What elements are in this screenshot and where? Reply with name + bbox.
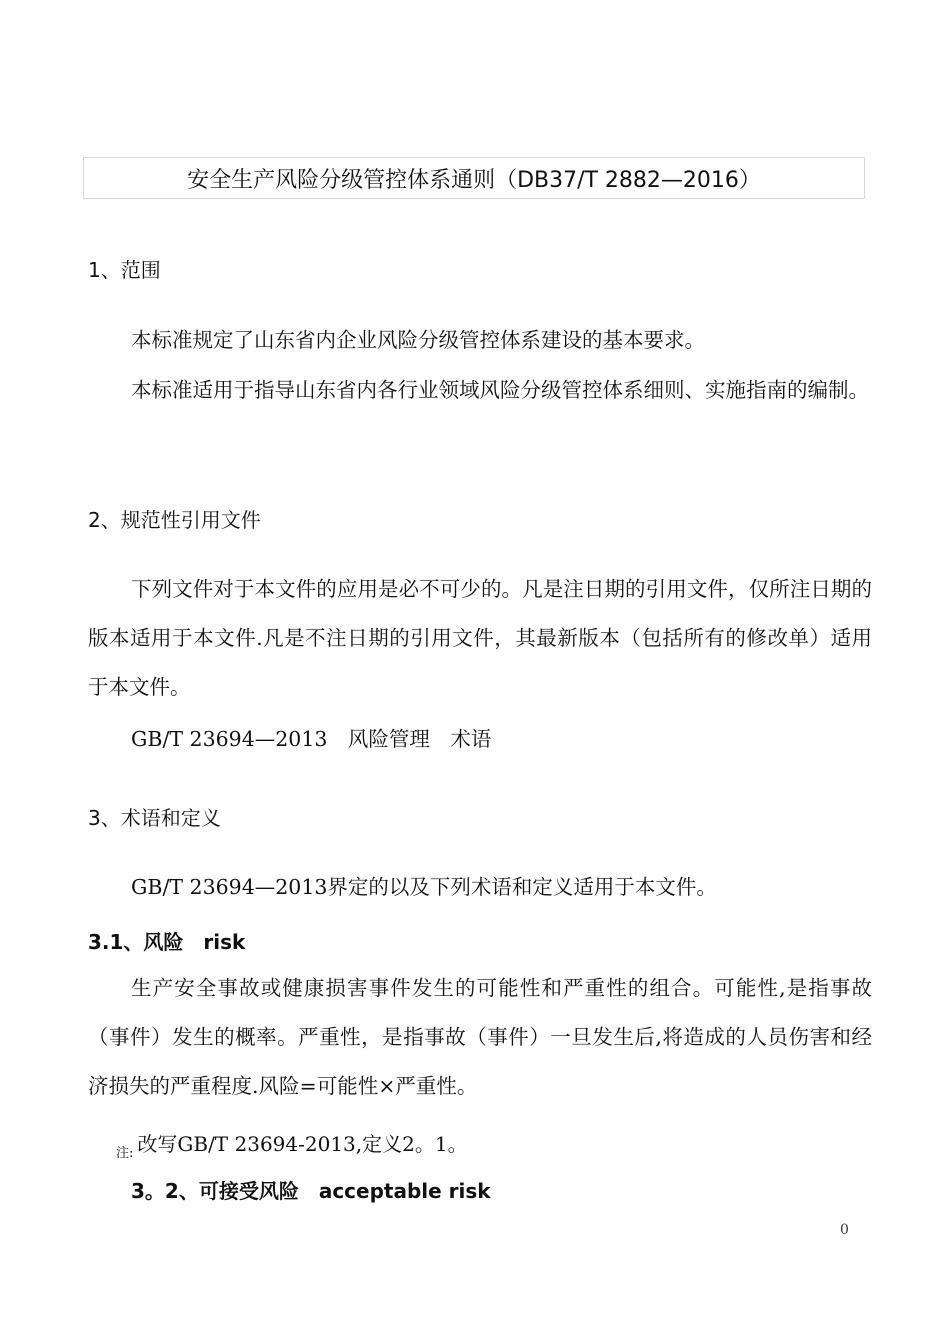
section-heading-references: 2、规范性引用文件 <box>88 508 261 532</box>
subsection-heading-risk: 3.1、风险 risk <box>88 930 246 954</box>
note-label: 注: <box>116 1146 134 1161</box>
references-paragraph: 下列文件对于本文件的应用是必不可少的。凡是注日期的引用文件，仅所注日期的版本适用于本文件.凡是不注日期的引用文件，其最新版本（包括所有的修改单）适用于本文件。 <box>88 577 872 699</box>
note-text: 改写GB/T 23694-2013,定义2。1。 <box>137 1132 468 1156</box>
risk-definition-paragraph: 生产安全事故或健康损害事件发生的可能性和严重性的组合。可能性,是指事故（事件）发生的概率。严重性，是指事故（事件）一旦发生后,将造成的人员伤害和经济损失的严重程度.风险=可能性×严重性。 <box>88 976 872 1098</box>
section-heading-terms: 3、术语和定义 <box>88 806 221 830</box>
section-heading-scope: 1、范围 <box>88 258 161 282</box>
reference-item: GB/T 23694—2013 风险管理 术语 <box>131 727 492 751</box>
terms-paragraph: GB/T 23694—2013界定的以及下列术语和定义适用于本文件。 <box>131 875 717 899</box>
scope-paragraph-1: 本标准规定了山东省内企业风险分级管控体系建设的基本要求。 <box>131 328 705 352</box>
title-box <box>83 157 865 199</box>
page-number: 0 <box>840 1222 849 1238</box>
subsection-heading-acceptable-risk: 3。2、可接受风险 acceptable risk <box>131 1179 491 1203</box>
document-title: 安全生产风险分级管控体系通则（DB37/T 2882—2016） <box>187 167 761 193</box>
scope-paragraph-2: 本标准适用于指导山东省内各行业领域风险分级管控体系细则、实施指南的编制。 <box>131 378 869 402</box>
risk-note <box>116 1128 468 1161</box>
